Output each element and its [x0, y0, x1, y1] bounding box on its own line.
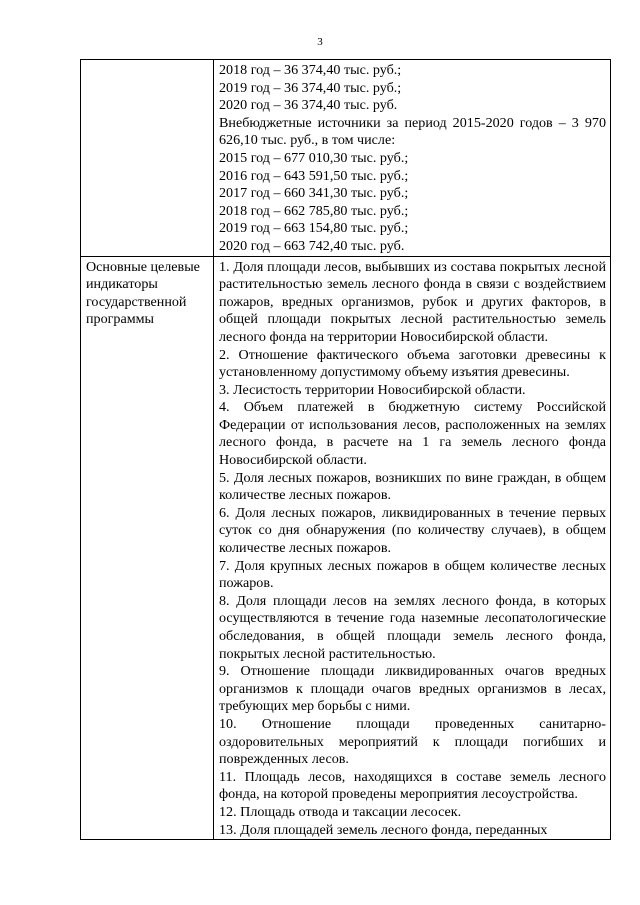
indicator-item: 6. Доля лесных пожаров, ликвидированных в течение первых суток со дня обнаружения (по количеству случаев), в общем количестве лесных пожаров. [219, 504, 606, 557]
indicator-item: 5. Доля лесных пожаров, возникших по вине граждан, в общем количестве лесных пожаров. [219, 469, 606, 504]
indicator-item: 10. Отношение площади проведенных санитарно-оздоровительных мероприятий к площади погибших и поврежденных лесов. [219, 715, 606, 768]
table-row-indicators [81, 256, 611, 840]
extrabudget-text: Внебюджетные источники за период 2015-2020 годов – 3 970 626,10 тыс. руб., в том числе: [219, 114, 606, 149]
extrabudget-year-line: 2016 год – 643 591,50 тыс. руб.; [219, 167, 409, 184]
extrabudget-year-line: 2019 год – 663 154,80 тыс. руб.; [219, 220, 409, 237]
financing-line: 2020 год – 36 374,40 тыс. руб. [219, 97, 398, 114]
indicator-item: 4. Объем платежей в бюджетную систему Российской Федерации от использования лесов, расположенных на землях лесного фонда, в расчете на 1 га земель лесного фонда Новосибирской области. [219, 399, 606, 469]
financing-line: 2019 год – 36 374,40 тыс. руб.; [219, 79, 402, 96]
extrabudget-year-line: 2018 год – 662 785,80 тыс. руб.; [219, 202, 409, 219]
extrabudget-year-line: 2017 год – 660 341,30 тыс. руб.; [219, 185, 409, 202]
indicator-item: 3. Лесистость территории Новосибирской области. [219, 381, 526, 398]
indicator-item: 9. Отношение площади ликвидированных очагов вредных организмов к площади очагов вредных организмов в лесах, требующих мер борьбы с ними. [219, 663, 606, 715]
row-label-empty [81, 60, 214, 257]
indicator-item: 13. Доля площадей земель лесного фонда, переданных [219, 821, 548, 838]
program-passport-table [80, 59, 611, 840]
indicators-cell [214, 256, 611, 840]
row-label-indicators: Основные целевые индикаторы государственной программы [81, 256, 214, 840]
indicator-item: 2. Отношение фактического объема заготовки древесины к установленному допустимому объему изъятия древесины. [219, 346, 606, 381]
financing-line: 2018 год – 36 374,40 тыс. руб.; [219, 62, 402, 78]
extrabudget-year-line: 2015 год – 677 010,30 тыс. руб.; [219, 149, 409, 166]
indicator-item: 1. Доля площади лесов, выбывших из состава покрытых лесной растительностью земель лесного фонда в связи с воздействием пожаров, вредных организмов, рубок и других факторов, в общей площади покрытых лесной растительностью земель лесного фонда на территории Новосибирской области. [219, 258, 606, 345]
extrabudget-year-line: 2020 год – 663 742,40 тыс. руб. [219, 237, 405, 254]
page-number: 3 [317, 36, 323, 48]
indicator-item: 12. Площадь отвода и таксации лесосек. [219, 803, 462, 820]
indicator-item: 11. Площадь лесов, находящихся в составе земель лесного фонда, на которой проведены мероприятия лесоустройства. [219, 768, 606, 803]
table-row-financing [81, 60, 611, 257]
indicator-item: 7. Доля крупных лесных пожаров в общем количестве лесных пожаров. [219, 557, 606, 592]
indicator-item: 8. Доля площади лесов на землях лесного фонда, в которых осуществляются в течение года наземные лесопатологические обследования, в общей площади земель лесного фонда, покрытых лесной растительностью. [219, 592, 606, 662]
financing-cell [214, 60, 611, 257]
